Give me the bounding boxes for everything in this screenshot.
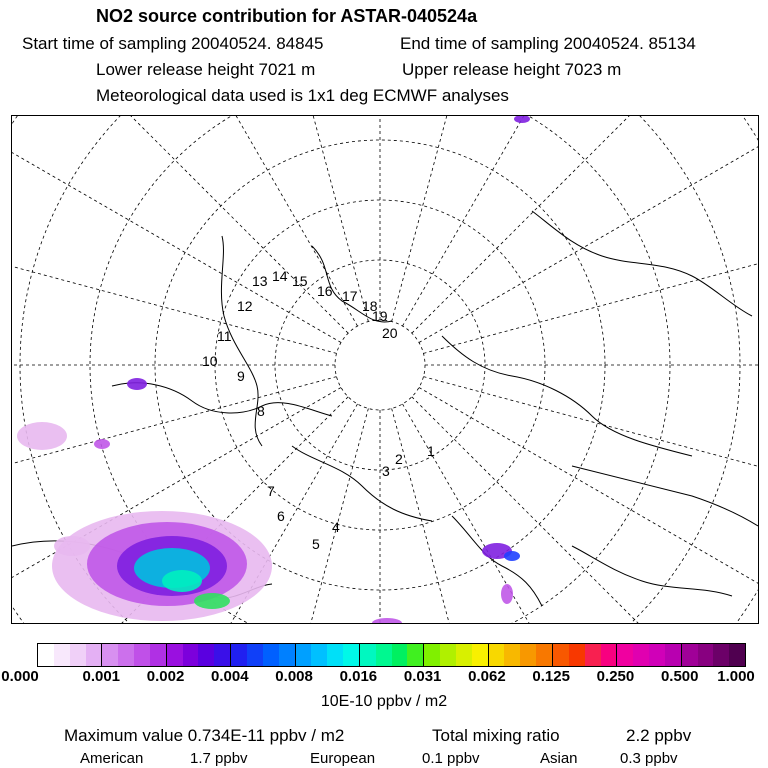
colorbar-segment bbox=[665, 644, 681, 666]
colorbar-segment bbox=[70, 644, 86, 666]
map-panel bbox=[11, 115, 759, 624]
colorbar-tick-label: 0.500 bbox=[660, 668, 699, 685]
colorbar-segment bbox=[54, 644, 70, 666]
coastline bbox=[452, 516, 542, 606]
colorbar bbox=[37, 643, 746, 667]
end-time: End time of sampling 20040524. 85134 bbox=[400, 34, 696, 53]
european-label: European bbox=[310, 750, 376, 767]
trajectory-label: 13 bbox=[252, 273, 268, 289]
asian-value: 0.3 ppbv bbox=[620, 750, 678, 767]
colorbar-segment bbox=[585, 644, 601, 666]
colorbar-tick-label: 0.001 bbox=[82, 668, 121, 685]
trajectory-label: 11 bbox=[217, 328, 232, 344]
colorbar-segment bbox=[616, 644, 633, 666]
american-label: American bbox=[80, 750, 144, 767]
trajectory-label: 19 bbox=[372, 308, 388, 324]
colorbar-tick-label: 0.000 bbox=[1, 668, 39, 685]
colorbar-tick-label: 1.000 bbox=[717, 668, 755, 685]
no2-plume bbox=[504, 551, 520, 561]
colorbar-segment bbox=[134, 644, 150, 666]
colorbar-segment bbox=[150, 644, 166, 666]
colorbar-tick-label: 0.062 bbox=[468, 668, 506, 685]
colorbar-segment bbox=[230, 644, 247, 666]
colorbar-segment bbox=[472, 644, 488, 666]
trajectory-label: 1 bbox=[427, 443, 435, 459]
colorbar-segment bbox=[183, 644, 199, 666]
colorbar-unit: 10E-10 ppbv / m2 bbox=[320, 693, 448, 710]
european-value: 0.1 ppbv bbox=[422, 750, 480, 767]
trajectory-label: 9 bbox=[237, 368, 245, 384]
colorbar-segment bbox=[392, 644, 408, 666]
lower-release-height: Lower release height 7021 m bbox=[96, 60, 316, 79]
max-value: Maximum value 0.734E-11 ppbv / m2 bbox=[64, 726, 345, 745]
colorbar-segment bbox=[101, 644, 118, 666]
coastline bbox=[112, 383, 332, 416]
no2-plume bbox=[194, 593, 230, 609]
colorbar-tick-label: 0.031 bbox=[403, 668, 442, 685]
no2-plume bbox=[514, 116, 530, 123]
colorbar-segment bbox=[698, 644, 714, 666]
no2-plume bbox=[501, 584, 513, 604]
no2-plume bbox=[54, 536, 90, 556]
colorbar-segment bbox=[729, 644, 745, 666]
start-time: Start time of sampling 20040524. 84845 bbox=[22, 34, 324, 53]
colorbar-segment bbox=[118, 644, 134, 666]
trajectory-label: 12 bbox=[237, 298, 253, 314]
colorbar-segment bbox=[488, 644, 505, 666]
colorbar-segment bbox=[263, 644, 279, 666]
trajectory-label: 2 bbox=[395, 451, 403, 467]
colorbar-segment bbox=[649, 644, 665, 666]
trajectory-label: 15 bbox=[292, 273, 308, 289]
trajectory-label: 7 bbox=[267, 483, 275, 499]
colorbar-segment bbox=[279, 644, 295, 666]
colorbar-segment bbox=[86, 644, 102, 666]
colorbar-segment bbox=[38, 644, 54, 666]
colorbar-tick-label: 0.016 bbox=[339, 668, 378, 685]
no2-plume bbox=[17, 422, 67, 450]
total-mixing-label: Total mixing ratio bbox=[432, 726, 560, 745]
trajectory-label: 16 bbox=[317, 283, 333, 299]
colorbar-segment bbox=[214, 644, 230, 666]
trajectory-label: 6 bbox=[277, 508, 285, 524]
trajectory-label: 4 bbox=[332, 519, 340, 535]
colorbar-segment bbox=[423, 644, 440, 666]
trajectory-label: 8 bbox=[257, 403, 265, 419]
colorbar-tick-label: 0.004 bbox=[211, 668, 249, 685]
colorbar-tick-label: 0.250 bbox=[596, 668, 635, 685]
colorbar-segment bbox=[359, 644, 376, 666]
met-data-note: Meteorological data used is 1x1 deg ECMWF analyses bbox=[96, 86, 509, 105]
colorbar-segment bbox=[456, 644, 472, 666]
no2-plume bbox=[162, 570, 202, 592]
colorbar-segment bbox=[569, 644, 585, 666]
american-value: 1.7 ppbv bbox=[190, 750, 248, 767]
colorbar-segment bbox=[327, 644, 343, 666]
trajectory-label: 18 bbox=[362, 298, 378, 314]
trajectory-label: 3 bbox=[382, 463, 390, 479]
colorbar-segment bbox=[343, 644, 359, 666]
colorbar-tick-label: 0.002 bbox=[146, 668, 185, 685]
colorbar-segment bbox=[295, 644, 312, 666]
trajectory-label: 17 bbox=[342, 288, 358, 304]
trajectory-label: 10 bbox=[202, 353, 218, 369]
no2-plume bbox=[127, 378, 147, 390]
colorbar-segment bbox=[311, 644, 327, 666]
colorbar-tick-label: 0.008 bbox=[275, 668, 313, 685]
asian-label: Asian bbox=[540, 750, 578, 767]
colorbar-tick-label: 0.125 bbox=[532, 668, 570, 685]
colorbar-segment bbox=[536, 644, 552, 666]
colorbar-segment bbox=[407, 644, 423, 666]
colorbar-segment bbox=[247, 644, 263, 666]
polar-map bbox=[12, 116, 758, 623]
no2-plume bbox=[94, 439, 110, 449]
colorbar-segment bbox=[520, 644, 536, 666]
total-mixing-value: 2.2 ppbv bbox=[626, 726, 692, 745]
colorbar-segment bbox=[633, 644, 649, 666]
coastline bbox=[572, 546, 732, 596]
colorbar-segment bbox=[713, 644, 729, 666]
no2-plume bbox=[372, 618, 402, 623]
trajectory-label: 5 bbox=[312, 536, 320, 552]
colorbar-segment bbox=[504, 644, 520, 666]
coastline bbox=[442, 336, 692, 456]
trajectory-label: 20 bbox=[382, 325, 398, 341]
coastline bbox=[292, 446, 432, 521]
colorbar-segment bbox=[681, 644, 698, 666]
colorbar-segment bbox=[166, 644, 183, 666]
coastline bbox=[572, 466, 758, 526]
colorbar-segment bbox=[198, 644, 214, 666]
coastline bbox=[532, 211, 752, 316]
colorbar-segment bbox=[440, 644, 456, 666]
plot-title: NO2 source contribution for ASTAR-040524a bbox=[96, 6, 478, 26]
trajectory-label: 14 bbox=[272, 268, 288, 284]
colorbar-segment bbox=[552, 644, 569, 666]
colorbar-segment bbox=[376, 644, 392, 666]
upper-release-height: Upper release height 7023 m bbox=[402, 60, 622, 79]
colorbar-segment bbox=[601, 644, 617, 666]
